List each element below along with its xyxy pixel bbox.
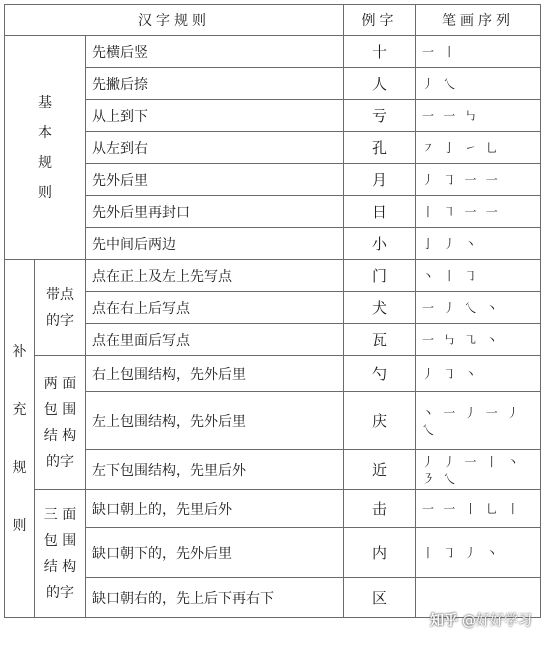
stroke-sequence: 一 丿 乀 丶 xyxy=(416,292,541,324)
table-row xyxy=(5,36,541,68)
group-label-dot: 带点 的字 xyxy=(35,260,86,356)
rule-text: 从左到右 xyxy=(86,132,344,164)
table-row xyxy=(5,450,541,490)
stroke-order-table xyxy=(4,4,541,618)
stroke-sequence: 丿 ㇆ 一 一 xyxy=(416,164,541,196)
stroke-sequence: 丿 乀 xyxy=(416,68,541,100)
table-row xyxy=(5,100,541,132)
group-label-two-side: 两 面 包 围 结 构 的字 xyxy=(35,356,86,490)
table-row xyxy=(5,260,541,292)
stroke-sequence: 丿 丿 一 丨 丶 ㇋ 乀 xyxy=(416,450,541,490)
rule-text: 缺口朝上的，先里后外 xyxy=(86,490,344,528)
stroke-sequence: 一 ㇉ ㇈ 丶 xyxy=(416,324,541,356)
example-char: 瓦 xyxy=(344,324,416,356)
rule-text: 先外后里再封口 xyxy=(86,196,344,228)
stroke-sequence: 丨 ㇆ 丿 丶 xyxy=(416,528,541,578)
example-char: 日 xyxy=(344,196,416,228)
rule-text: 先撇后捺 xyxy=(86,68,344,100)
rule-text: 缺口朝右的，先上后下再右下 xyxy=(86,578,344,618)
example-char: 门 xyxy=(344,260,416,292)
table-row xyxy=(5,68,541,100)
basic-rules-label: 基 本 规 则 xyxy=(5,36,86,260)
stroke-sequence: 丨 ㇕ 一 一 xyxy=(416,196,541,228)
rule-text: 左上包围结构，先外后里 xyxy=(86,392,344,450)
header-strokes: 笔画序列 xyxy=(416,5,541,36)
stroke-sequence: 丿 ㇆ 丶 xyxy=(416,356,541,392)
table-row xyxy=(5,132,541,164)
header-example: 例字 xyxy=(344,5,416,36)
example-char: 勺 xyxy=(344,356,416,392)
example-char: 月 xyxy=(344,164,416,196)
rule-text: 先横后竖 xyxy=(86,36,344,68)
rule-text: 缺口朝下的，先外后里 xyxy=(86,528,344,578)
example-char: 庆 xyxy=(344,392,416,450)
zhihu-logo: 知乎 xyxy=(430,613,458,629)
example-char: 内 xyxy=(344,528,416,578)
example-char: 近 xyxy=(344,450,416,490)
example-char: 孔 xyxy=(344,132,416,164)
example-char: 亏 xyxy=(344,100,416,132)
table-row xyxy=(5,164,541,196)
group-label-three-side: 三 面 包 围 结 构 的字 xyxy=(35,490,86,618)
table-row xyxy=(5,228,541,260)
stroke-sequence: ㇇ 亅 ㇀ 乚 xyxy=(416,132,541,164)
rule-text: 先中间后两边 xyxy=(86,228,344,260)
example-char: 犬 xyxy=(344,292,416,324)
table-row xyxy=(5,356,541,392)
header-row xyxy=(5,5,541,36)
table-row xyxy=(5,292,541,324)
rule-text: 先外后里 xyxy=(86,164,344,196)
rule-text: 右上包围结构，先外后里 xyxy=(86,356,344,392)
watermark-user: @好好学习 xyxy=(462,613,532,629)
table-row xyxy=(5,324,541,356)
stroke-sequence: 亅 丿 丶 xyxy=(416,228,541,260)
example-char: 十 xyxy=(344,36,416,68)
rule-text: 点在正上及左上先写点 xyxy=(86,260,344,292)
rule-text: 点在里面后写点 xyxy=(86,324,344,356)
stroke-sequence: 一 一 丨 乚 丨 xyxy=(416,490,541,528)
table-row xyxy=(5,392,541,450)
example-char: 击 xyxy=(344,490,416,528)
table-row xyxy=(5,196,541,228)
example-char: 小 xyxy=(344,228,416,260)
table-row xyxy=(5,490,541,528)
rule-text: 点在右上后写点 xyxy=(86,292,344,324)
stroke-order-table-frame xyxy=(4,4,540,640)
header-rules: 汉字规则 xyxy=(5,5,344,36)
stroke-sequence: 一 丨 xyxy=(416,36,541,68)
stroke-sequence: 丶 一 丿 一 丿 乀 xyxy=(416,392,541,450)
stroke-sequence: 一 一 ㇉ xyxy=(416,100,541,132)
rule-text: 左下包围结构，先里后外 xyxy=(86,450,344,490)
supplement-rules-label: 补 充 规 则 xyxy=(5,260,35,618)
example-char: 人 xyxy=(344,68,416,100)
example-char: 区 xyxy=(344,578,416,618)
rule-text: 从上到下 xyxy=(86,100,344,132)
table-row xyxy=(5,528,541,578)
stroke-sequence: 丶 丨 ㇆ xyxy=(416,260,541,292)
zhihu-watermark xyxy=(430,610,532,630)
